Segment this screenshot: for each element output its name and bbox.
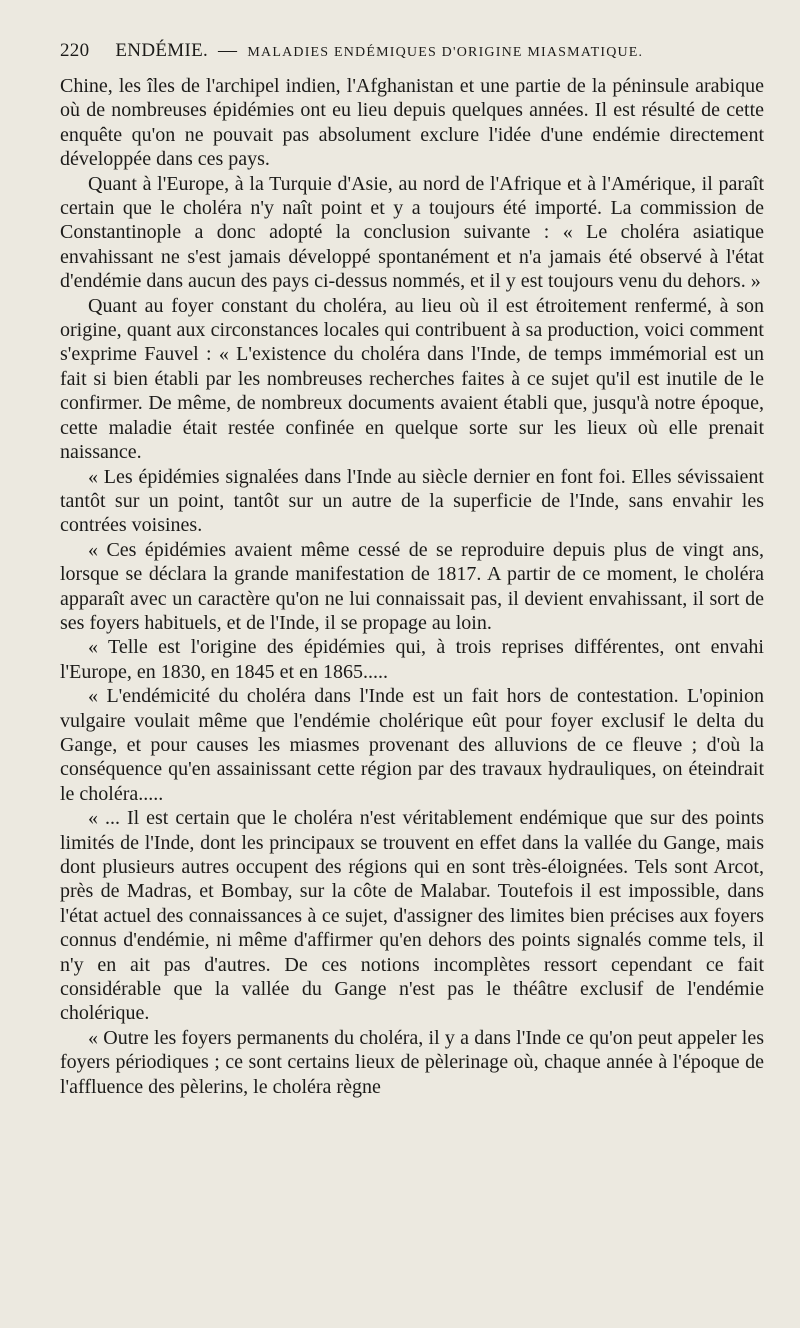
paragraph: « ... Il est certain que le choléra n'est véritablement endémique que sur des points limités de l'Inde, dont les principaux se trouvent en effet dans la vallée du Gange, mais dont plusieurs autres occupent des régions qui en sont très-éloignées. Tels sont Arcot, près de Madras, et Bombay, sur la côte de Malabar. Toutefois il est impossible, dans l'état actuel des connaissances à ce sujet, d'assigner des limites bien précises aux foyers connus d'endémie, ni même d'affirmer qu'en dehors des points signalés comme tels, il n'y en ait pas d'autres. De ces notions incomplètes ressort cependant ce fait considérable que la vallée du Gange n'est pas le théâtre exclusif de l'endémie cholérique. <box>60 807 764 1025</box>
paragraph: « L'endémicité du choléra dans l'Inde est un fait hors de contestation. L'opinion vulgaire voulait même que l'endémie cholérique eût pour foyer exclusif le delta du Gange, et pour causes les miasmes provenant des alluvions de ce fleuve ; d'où la conséquence qu'en assainissant cette région par des travaux hydrauliques, on éteindrait le choléra..... <box>60 685 764 805</box>
header-subtitle: MALADIES ENDÉMIQUES D'ORIGINE MIASMATIQUE. <box>247 45 644 60</box>
paragraph: Quant à l'Europe, à la Turquie d'Asie, au nord de l'Afrique et à l'Amérique, il paraît certain que le choléra n'y naît point et y a toujours été importé. La commission de Constantinople a donc adopté la conclusion suivante : « Le choléra asiatique envahissant ne s'est jamais développé spontanément et n'a jamais été observé à l'état d'endémie dans aucun des pays ci-dessus nommés, et il y est toujours venu du dehors. » <box>60 172 764 293</box>
paragraph: « Telle est l'origine des épidémies qui, à trois reprises différentes, ont envahi l'Europe, en 1830, en 1845 et en 1865..... <box>60 636 764 683</box>
body-text <box>60 74 764 1099</box>
paragraph: Chine, les îles de l'archipel indien, l'Afghanistan et une partie de la péninsule arabique où de nombreuses épidémies ont eu lieu depuis quelques années. Il est résulté de cette enquête qu'on ne pouvait pas absolument exclure l'idée d'une endémie directement développée dans ces pays. <box>60 75 764 171</box>
paragraph: « Outre les foyers permanents du choléra, il y a dans l'Inde ce qu'on peut appeler les foyers périodiques ; ce sont certains lieux de pèlerinage où, chaque année à l'époque de l'affluence des pèlerins, le choléra règne <box>60 1026 764 1098</box>
header-separator: — <box>218 40 238 61</box>
running-header <box>60 40 764 62</box>
paragraph: Quant au foyer constant du choléra, au lieu où il est étroitement renfermé, à son origine, quant aux circonstances locales qui contribuent à sa production, voici comment s'exprime Fauvel : « L'existence du choléra dans l'Inde, de temps immémorial est un fait si bien établi par les nombreuses recherches faites à ce sujet qu'il est inutile de le confirmer. De même, de nombreux documents avaient établi que, jusqu'à notre époque, cette maladie était restée confinée en quelque sorte sur les lieux où elle prenait naissance. <box>60 294 764 464</box>
paragraph: « Les épidémies signalées dans l'Inde au siècle dernier en font foi. Elles sévissaient tantôt sur un point, tantôt sur un autre de la superficie de l'Inde, sans envahir les contrées voisines. <box>60 465 764 537</box>
page-number: 220 <box>60 40 90 61</box>
paragraph: « Ces épidémies avaient même cessé de se reproduire depuis plus de vingt ans, lorsque se déclara la grande manifestation de 1817. A partir de ce moment, le choléra apparaît avec un caractère qu'on ne lui connaissait pas, il devient envahissant, il sort de ses foyers habituels, et de l'Inde, il se propage au loin. <box>60 538 764 634</box>
header-title: ENDÉMIE. <box>115 40 209 61</box>
